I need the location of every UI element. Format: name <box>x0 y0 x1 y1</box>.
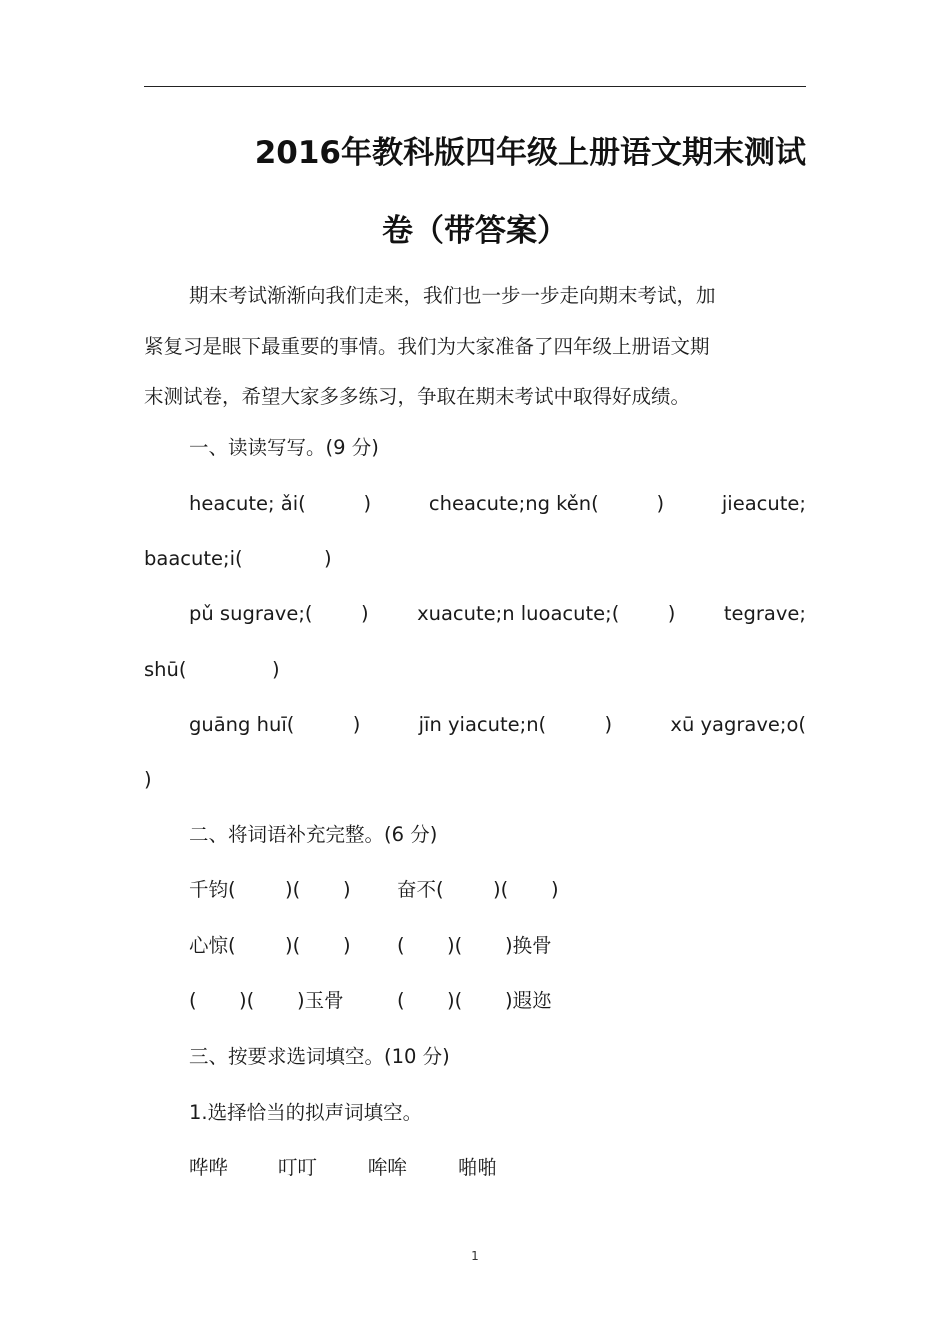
idiom-2-d: ( <box>397 934 405 957</box>
pinyin-2-b: ) <box>360 602 369 625</box>
page-number: 1 <box>471 1249 479 1263</box>
pinyin-row-2 <box>189 601 806 627</box>
pinyin-2-g: ) <box>272 658 280 681</box>
word-4: 啪啪 <box>458 1156 498 1179</box>
pinyin-1-b: ) <box>363 492 372 515</box>
pinyin-row-1-cont <box>144 546 806 572</box>
onomatopoeia-word-row <box>189 1155 806 1181</box>
idiom-3-c: )玉骨 <box>297 989 344 1012</box>
word-2: 叮叮 <box>278 1156 318 1179</box>
pinyin-1-d: ) <box>656 492 665 515</box>
idiom-row-2 <box>189 933 806 959</box>
idiom-3-f: )遐迩 <box>505 989 552 1012</box>
idiom-1-f: ) <box>551 878 559 901</box>
pinyin-2-d: ) <box>667 602 676 625</box>
idiom-2-c: ) <box>343 934 351 957</box>
idiom-3-e: )( <box>447 989 463 1012</box>
document-title-line-2: 卷（带答案） <box>382 213 568 249</box>
pinyin-1-g: ) <box>324 547 332 570</box>
pinyin-3-e: xū yagrave;o( <box>670 713 806 736</box>
section-1-heading: 一、读读写写。(9 分) <box>189 436 379 459</box>
section-2-heading: 二、将词语补充完整。(6 分) <box>189 823 438 846</box>
pinyin-row-2-cont <box>144 657 806 683</box>
document-title-line-1: 2016年教科版四年级上册语文期末测试 <box>254 135 806 171</box>
idiom-1-c: ) <box>343 878 351 901</box>
intro-line-1: 期末考试渐渐向我们走来，我们也一步一步走向期末考试，加 <box>189 284 716 307</box>
idiom-row-3 <box>189 988 806 1014</box>
intro-line-2: 紧复习是眼下最重要的事情。我们为大家准备了四年级上册语文期 <box>144 335 710 358</box>
word-3: 哞哞 <box>368 1156 408 1179</box>
section-3-sub-1: 1.选择恰当的拟声词填空。 <box>189 1101 423 1124</box>
pinyin-2-f: shū( <box>144 658 187 681</box>
pinyin-1-a: heacute; ǎi( <box>189 492 306 515</box>
pinyin-3-a: guāng huī( <box>189 713 295 736</box>
idiom-3-a: ( <box>189 989 197 1012</box>
idiom-1-a: 千钧( <box>189 878 236 901</box>
pinyin-row-3 <box>189 712 806 738</box>
idiom-1-b: )( <box>285 878 301 901</box>
pinyin-1-f: baacute;i( <box>144 547 243 570</box>
intro-line-3: 末测试卷，希望大家多多练习，争取在期末考试中取得好成绩。 <box>144 385 691 408</box>
pinyin-3-c: jīn yiacute;n( <box>418 713 547 736</box>
idiom-2-b: )( <box>285 934 301 957</box>
header-rule <box>144 86 806 87</box>
idiom-1-d: 奋不( <box>397 878 444 901</box>
pinyin-2-c: xuacute;n luoacute;( <box>417 602 620 625</box>
pinyin-1-e: jieacute; <box>721 492 806 515</box>
idiom-1-e: )( <box>493 878 509 901</box>
idiom-2-e: )( <box>447 934 463 957</box>
idiom-3-b: )( <box>239 989 255 1012</box>
idiom-2-a: 心惊( <box>189 934 236 957</box>
pinyin-3-d: ) <box>604 713 613 736</box>
pinyin-2-a: pǔ sugrave;( <box>189 602 313 625</box>
idiom-3-d: ( <box>397 989 405 1012</box>
idiom-row-1 <box>189 877 806 903</box>
word-1: 哗哗 <box>189 1156 229 1179</box>
pinyin-2-e: tegrave; <box>723 602 806 625</box>
pinyin-3-b: ) <box>352 713 361 736</box>
pinyin-1-c: cheacute;ng kěn( <box>428 492 599 515</box>
pinyin-row-3-cont: ) <box>144 768 152 791</box>
idiom-2-f: )换骨 <box>505 934 552 957</box>
pinyin-row-1 <box>189 491 806 517</box>
section-3-heading: 三、按要求选词填空。(10 分) <box>189 1045 450 1068</box>
